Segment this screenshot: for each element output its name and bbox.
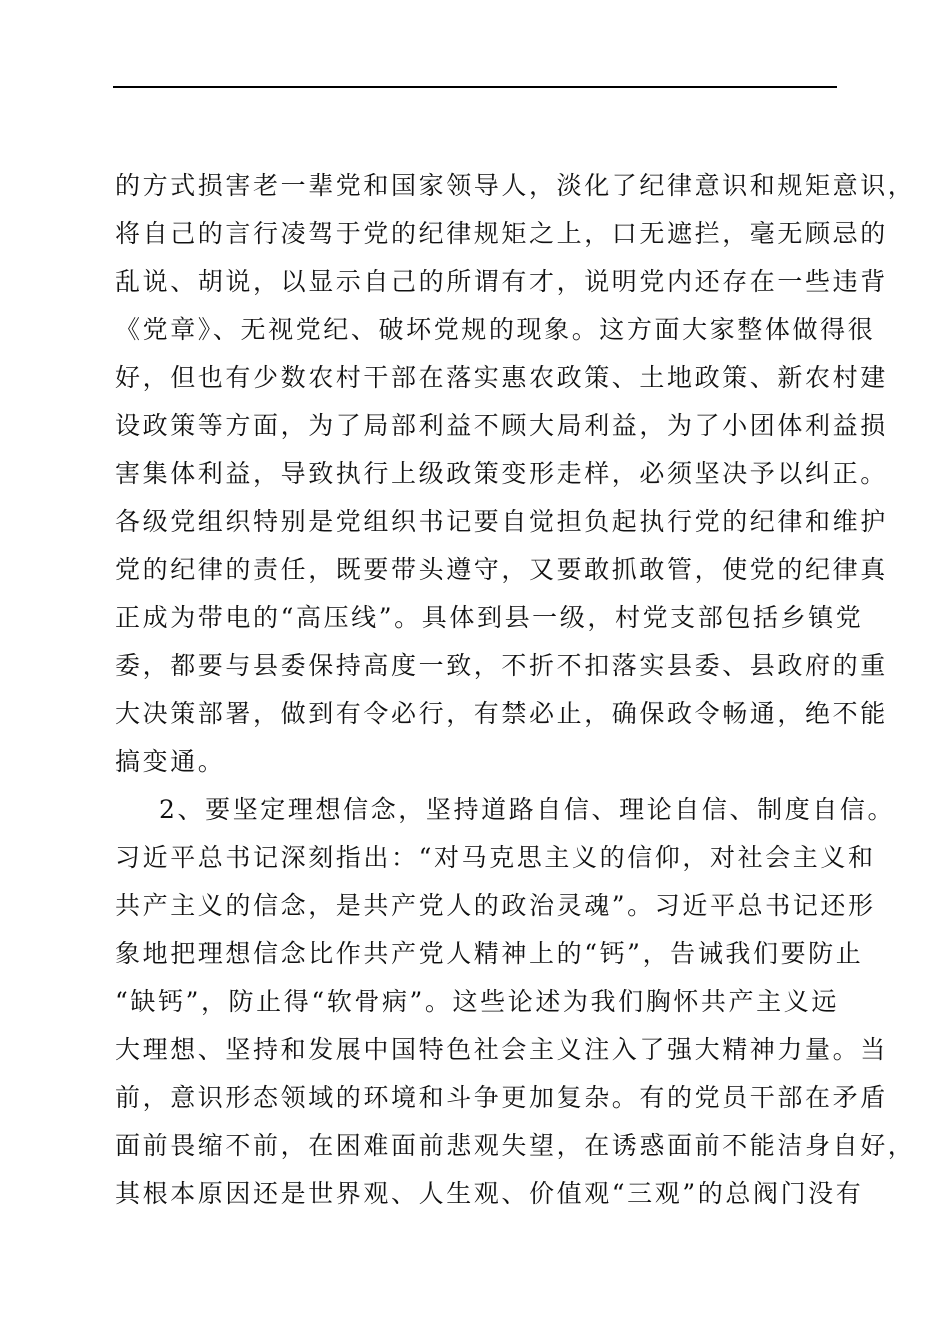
text-line: 搞变通。 — [115, 747, 226, 776]
text-line: 将自己的言行凌驾于党的纪律规矩之上，口无遮拦，毫无顾忌的 — [115, 219, 888, 248]
text-line: 委，都要与县委保持高度一致，不折不扣落实县委、县政府的重 — [115, 651, 888, 680]
text-line: 乱说、胡说，以显示自己的所谓有才，说明党内还存在一些违背 — [115, 267, 888, 296]
header-rule — [113, 86, 837, 88]
text-line: 其根本原因还是世界观、人生观、价值观“三观”的总阀门没有 — [115, 1179, 864, 1208]
document-body — [115, 162, 916, 1218]
text-line: 习近平总书记深刻指出：“对马克思主义的信仰，对社会主义和 — [115, 843, 876, 872]
paragraph-1 — [115, 162, 916, 786]
text-line: 害集体利益，导致执行上级政策变形走样，必须坚决予以纠正。 — [115, 459, 888, 488]
text-line: 好，但也有少数农村干部在落实惠农政策、土地政策、新农村建 — [115, 363, 888, 392]
text-line: 大决策部署，做到有令必行，有禁必止，确保政令畅通，绝不能 — [115, 699, 888, 728]
text-line: 正成为带电的“高压线”。具体到县一级，村党支部包括乡镇党 — [115, 603, 864, 632]
text-line: 面前畏缩不前，在困难面前悲观失望，在诱惑面前不能洁身自好， — [115, 1131, 916, 1160]
text-line: 各级党组织特别是党组织书记要自觉担负起执行党的纪律和维护 — [115, 507, 888, 536]
text-line: 党的纪律的责任，既要带头遵守，又要敢抓敢管，使党的纪律真 — [115, 555, 888, 584]
text-line: “缺钙”，防止得“软骨病”。这些论述为我们胸怀共产主义远 — [115, 987, 839, 1016]
text-line: 共产主义的信念，是共产党人的政治灵魂”。习近平总书记还形 — [115, 891, 876, 920]
paragraph-2 — [115, 786, 916, 1218]
text-line: 设政策等方面，为了局部利益不顾大局利益，为了小团体利益损 — [115, 411, 888, 440]
text-line: 象地把理想信念比作共产党人精神上的“钙”，告诫我们要防止 — [115, 939, 864, 968]
text-line: 大理想、坚持和发展中国特色社会主义注入了强大精神力量。当 — [115, 1035, 888, 1064]
text-line: 《党章》、无视党纪、破坏党规的现象。这方面大家整体做得很 — [115, 315, 876, 344]
text-line: 前，意识形态领域的环境和斗争更加复杂。有的党员干部在矛盾 — [115, 1083, 888, 1112]
text-line: 2、要坚定理想信念，坚持道路自信、理论自信、制度自信。 — [159, 795, 896, 824]
text-line: 的方式损害老一辈党和国家领导人，淡化了纪律意识和规矩意识， — [115, 171, 916, 200]
